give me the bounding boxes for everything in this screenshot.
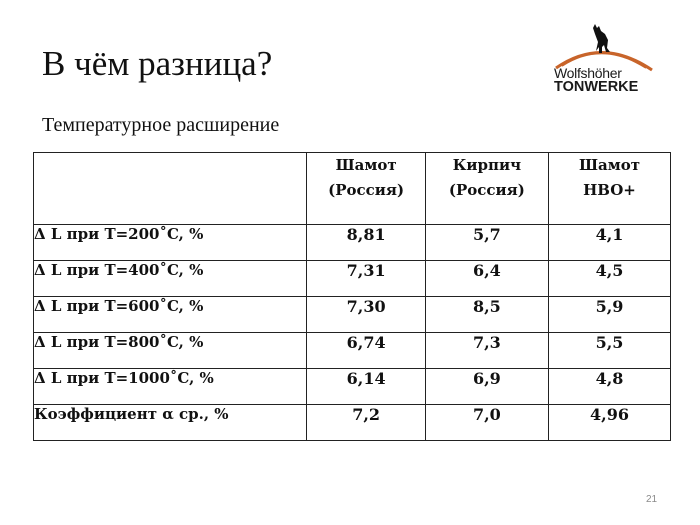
row-value: 7,31 — [307, 261, 425, 297]
header-cell — [425, 153, 548, 225]
header-line: Шамот — [578, 156, 641, 174]
row-value: 5,9 — [548, 297, 670, 333]
header-empty-cell — [34, 153, 307, 225]
logo-text-line1: Wolfshöher — [554, 65, 622, 81]
header-line: (Россия) — [448, 181, 525, 199]
header-line: Шамот — [335, 156, 397, 174]
table-row — [34, 405, 671, 441]
row-value: 6,4 — [425, 261, 548, 297]
table-row — [34, 261, 671, 297]
row-label: Коэффициент α ср., % — [34, 405, 307, 441]
table-row — [34, 369, 671, 405]
header-cell — [548, 153, 670, 225]
row-value: 4,1 — [548, 225, 670, 261]
row-label: Δ L при T=800˚C, % — [34, 333, 307, 369]
row-value: 6,74 — [307, 333, 425, 369]
header-line: HBO+ — [583, 181, 636, 199]
header-line: Кирпич — [452, 156, 522, 174]
slide-title: В чём разница? — [42, 44, 273, 83]
row-value: 4,96 — [548, 405, 670, 441]
logo-text-line2: TONWERKE — [554, 79, 639, 95]
row-value: 4,5 — [548, 261, 670, 297]
row-value: 7,0 — [425, 405, 548, 441]
row-label: Δ L при T=600˚C, % — [34, 297, 307, 333]
table-row — [34, 333, 671, 369]
slide-subtitle: Температурное расширение — [42, 114, 280, 136]
row-value: 5,5 — [548, 333, 670, 369]
row-label: Δ L при T=1000˚C, % — [34, 369, 307, 405]
row-value: 7,2 — [307, 405, 425, 441]
row-value: 7,3 — [425, 333, 548, 369]
page-number: 21 — [646, 494, 658, 505]
table-row — [34, 225, 671, 261]
row-value: 8,5 — [425, 297, 548, 333]
row-value: 6,14 — [307, 369, 425, 405]
expansion-table — [33, 152, 671, 441]
company-logo — [548, 18, 660, 94]
row-value: 7,30 — [307, 297, 425, 333]
header-line: (Россия) — [328, 181, 405, 199]
row-value: 5,7 — [425, 225, 548, 261]
row-value: 8,81 — [307, 225, 425, 261]
row-label: Δ L при T=200˚C, % — [34, 225, 307, 261]
row-label: Δ L при T=400˚C, % — [34, 261, 307, 297]
table-row — [34, 297, 671, 333]
row-value: 6,9 — [425, 369, 548, 405]
row-value: 4,8 — [548, 369, 670, 405]
table-header-row — [34, 153, 671, 225]
header-cell — [307, 153, 425, 225]
